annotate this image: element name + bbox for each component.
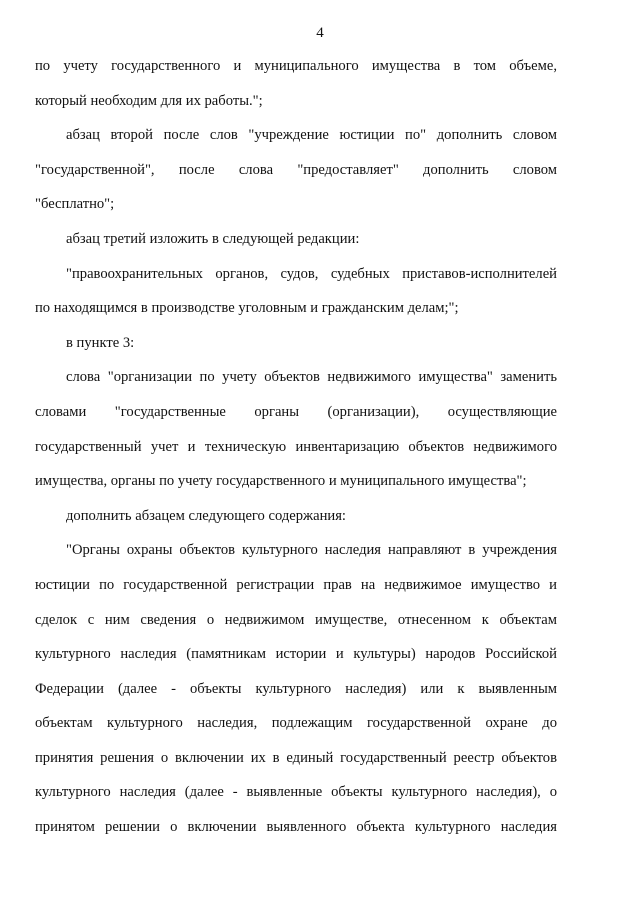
text-line: "бесплатно"; [35, 196, 115, 213]
page-number: 4 [316, 25, 324, 41]
text-line: Федерации (далее - объекты культурного наследия) или к выявленным [35, 680, 557, 697]
text-line: в пункте 3: [66, 334, 135, 351]
text-line: "правоохранительных органов, судов, судебных приставов-исполнителей [66, 265, 557, 282]
text-line: "государственной", после слова "предоставляет" дополнить словом [35, 161, 557, 178]
text-line: слова "организации по учету объектов недвижимого имущества" заменить [66, 369, 557, 386]
text-line: сделок с ним сведения о недвижимом имуществе, отнесенном к объектам [35, 611, 557, 628]
text-line: "Органы охраны объектов культурного наследия направляют в учреждения [66, 542, 557, 559]
text-line: юстиции по государственной регистрации прав на недвижимое имущество и [35, 576, 557, 593]
text-line: по учету государственного и муниципального имущества в том объеме, [35, 58, 557, 74]
text-line: имущества, органы по учету государственного и муниципального имущества"; [35, 473, 527, 490]
text-line: дополнить абзацем следующего содержания: [66, 507, 346, 524]
text-line: принятия решения о включении их в единый государственный реестр объектов [35, 749, 557, 766]
text-line: который необходим для их работы."; [35, 92, 263, 109]
text-line: культурного наследия (памятникам истории и культуры) народов Российской [35, 646, 557, 663]
text-line: государственный учет и техническую инвентаризацию объектов недвижимого [35, 438, 557, 455]
document-body [35, 49, 557, 845]
text-line: принятом решении о включении выявленного объекта культурного наследия [35, 819, 557, 836]
text-line: по находящимся в производстве уголовным и гражданским делам;"; [35, 300, 459, 317]
text-line: абзац второй после слов "учреждение юстиции по" дополнить словом [66, 127, 557, 144]
text-line: культурного наследия (далее - выявленные объекты культурного наследия), о [35, 784, 557, 801]
text-line: абзац третий изложить в следующей редакции: [66, 230, 360, 247]
text-line: словами "государственные органы (организации), осуществляющие [35, 403, 557, 420]
text-line: объектам культурного наследия, подлежащим государственной охране до [35, 715, 557, 732]
